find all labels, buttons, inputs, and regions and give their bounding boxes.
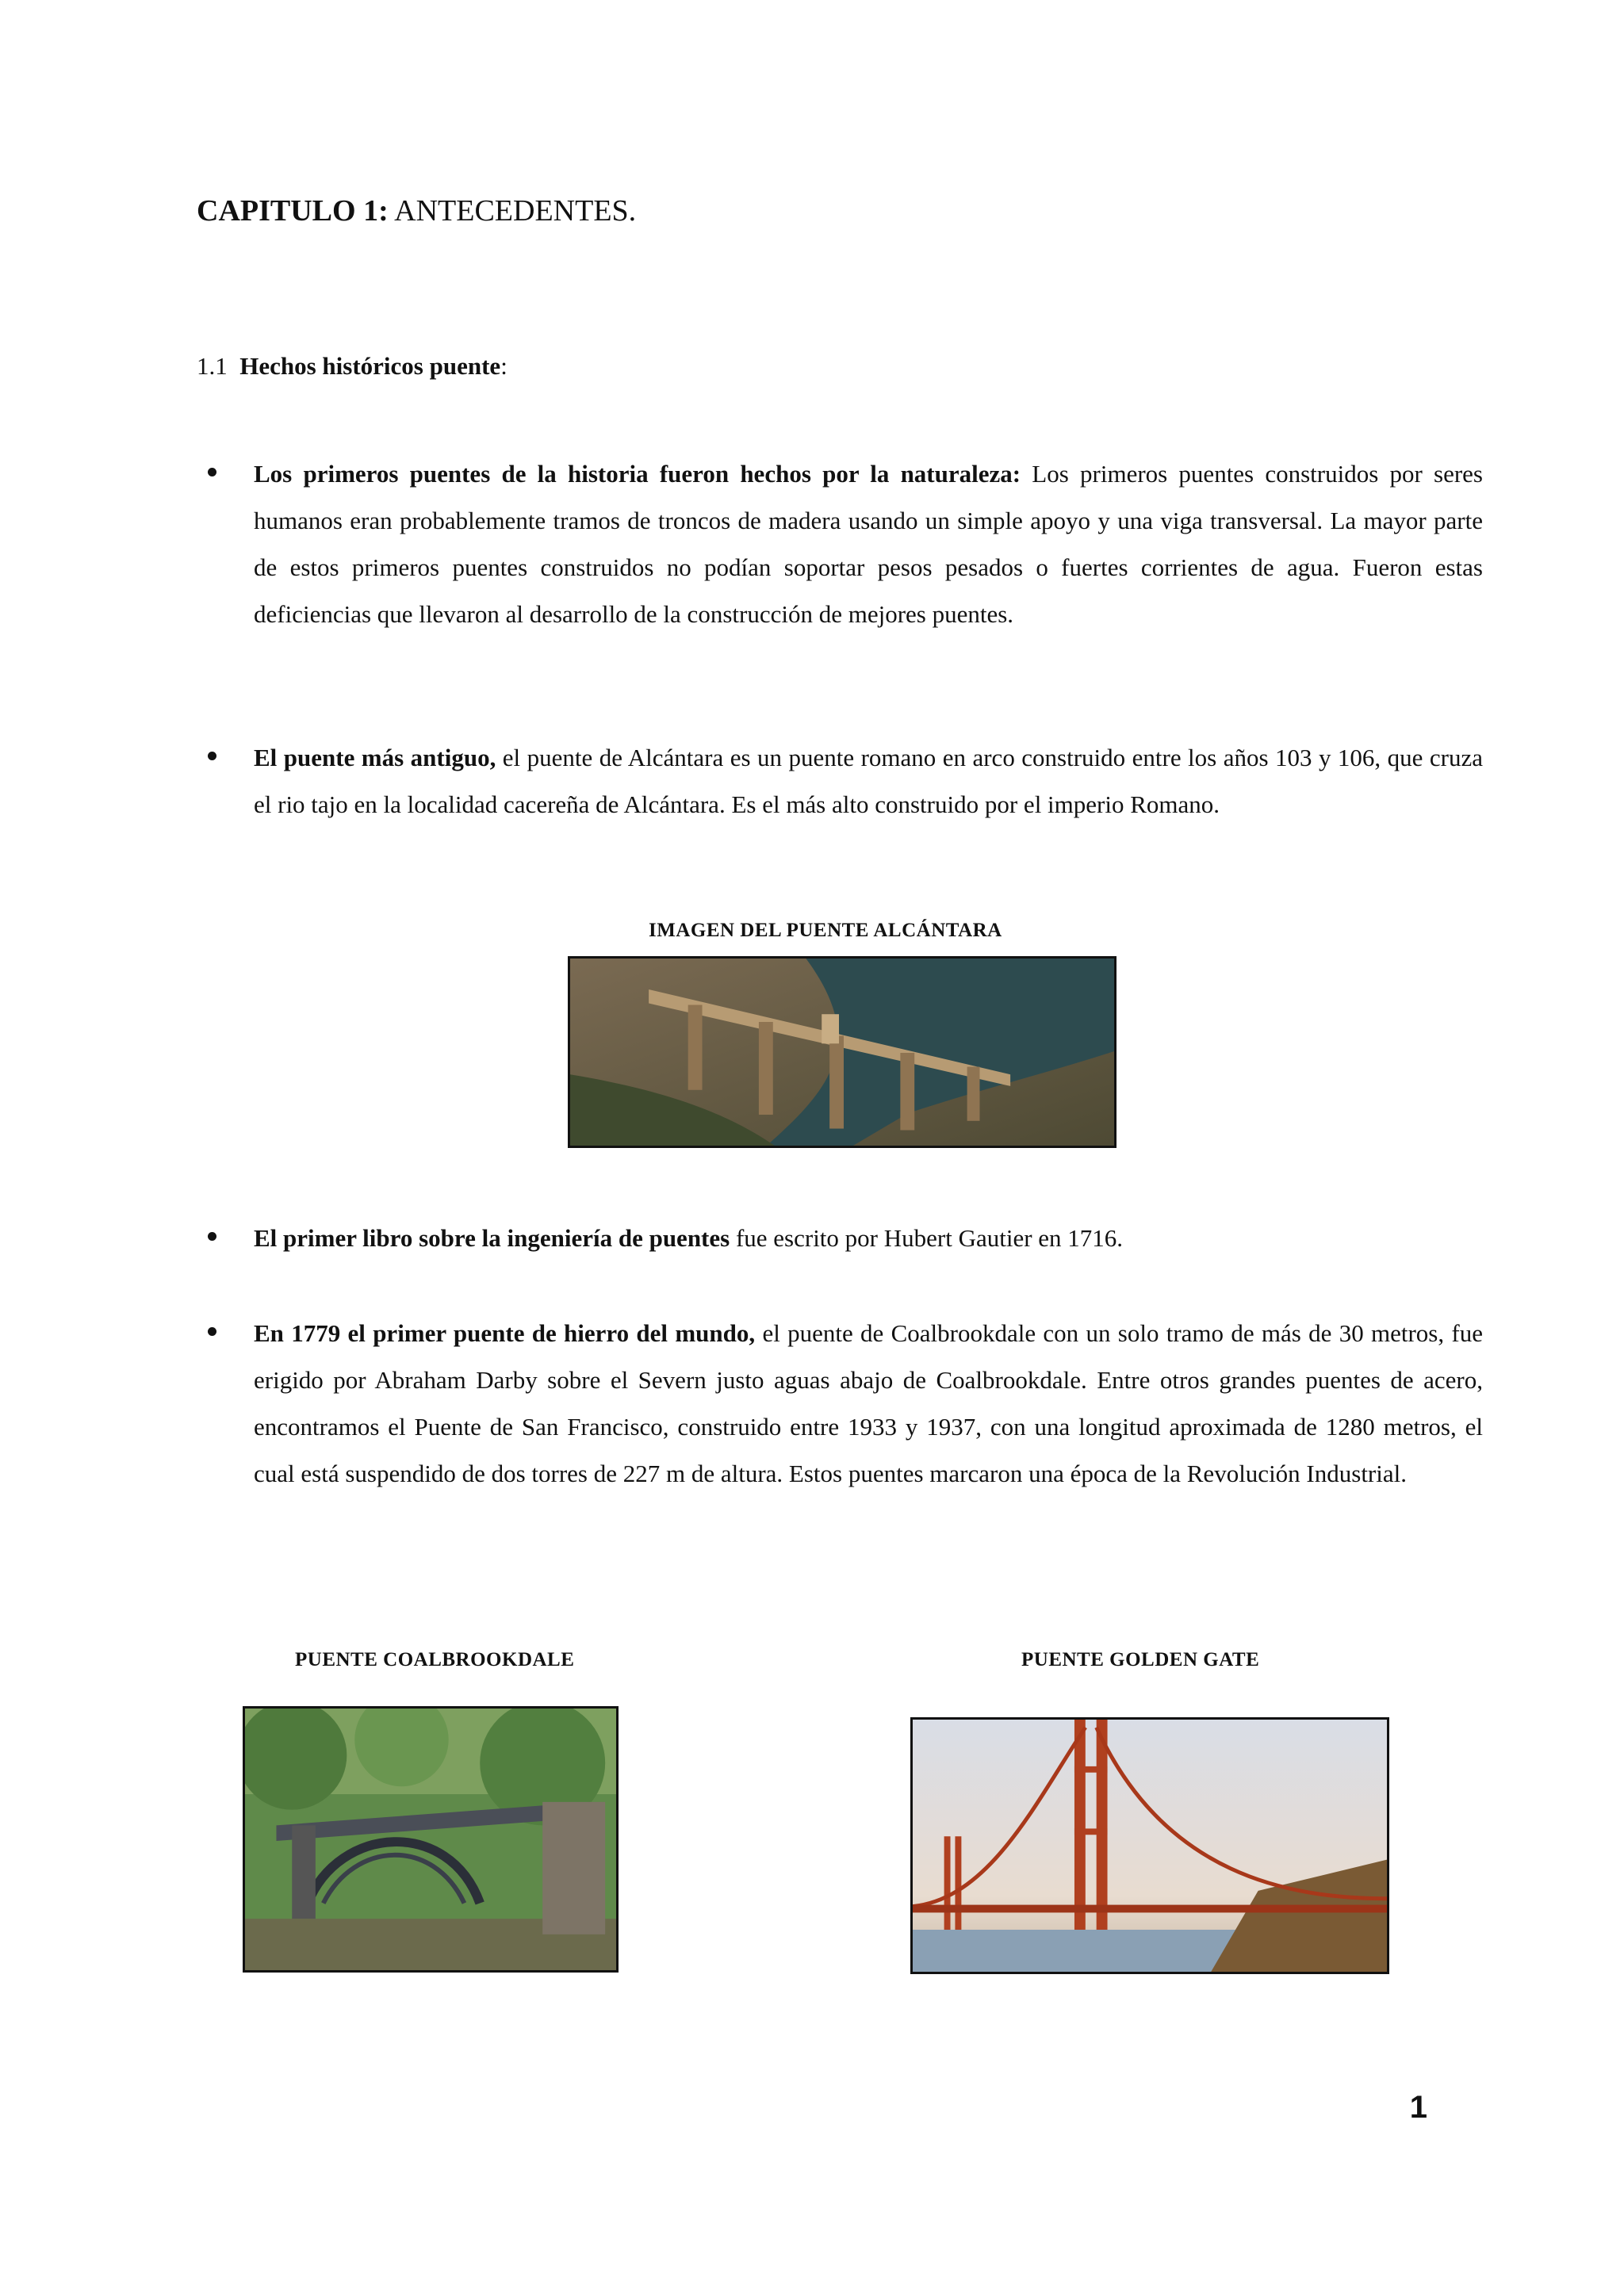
- golden-gate-caption: PUENTE GOLDEN GATE: [1021, 1649, 1260, 1670]
- bullet-item: [197, 734, 1483, 828]
- section-title: Hechos históricos puente: [239, 352, 501, 380]
- chapter-title: ANTECEDENTES.: [394, 194, 637, 228]
- bullet-icon: [208, 752, 216, 760]
- page-number: 1: [1409, 2090, 1427, 2125]
- bullet-bold: El puente más antiguo,: [254, 744, 496, 771]
- bullet-body: fue escrito por Hubert Gautier en 1716.: [730, 1224, 1124, 1252]
- bullet-text: [254, 450, 1483, 637]
- alcantara-caption: IMAGEN DEL PUENTE ALCÁNTARA: [649, 920, 1002, 941]
- bullet-bold: El primer libro sobre la ingeniería de puentes: [254, 1224, 730, 1252]
- coalbrookdale-caption: PUENTE COALBROOKDALE: [295, 1649, 575, 1670]
- chapter-label: CAPITULO 1:: [197, 194, 389, 228]
- section-suffix: :: [500, 352, 508, 380]
- bullet-body: el puente de Coalbrookdale con un solo tramo de más de 30 metros, fue erigido por Abraham Darby sobre el Severn justo aguas abajo de Coalbrookdale. Entre otros grandes puentes de acero, encontramos el Puente de San Francisco, construido entre 1933 y 1937, con una longitud aproximada de 1280 metros, el cual está suspendido de dos torres de 227 m de altura. Estos puentes marcaron una época de la Revolución Industrial.: [254, 1319, 1484, 1487]
- golden-gate-bridge-image: [910, 1717, 1389, 1974]
- bullet-text: [254, 1215, 1483, 1261]
- coalbrookdale-bridge-image: [243, 1706, 619, 1973]
- chapter-heading: [197, 193, 636, 228]
- bullet-item: [197, 1310, 1484, 1497]
- bullet-body: el puente de Alcántara es un puente romano en arco construido entre los años 103 y 106, que cruza el rio tajo en la localidad cacereña de Alcántara. Es el más alto construido por el imperio Romano.: [254, 744, 1483, 818]
- bullet-item: [197, 1215, 1434, 1261]
- bullet-bold: Los primeros puentes de la historia fueron hechos por la naturaleza:: [254, 460, 1021, 488]
- bullet-icon: [208, 468, 216, 476]
- bullet-text: [254, 734, 1483, 828]
- alcantara-bridge-image: [568, 956, 1116, 1148]
- bullet-text: [254, 1310, 1483, 1497]
- bullet-bold: En 1779 el primer puente de hierro del mundo,: [254, 1319, 756, 1347]
- bullet-icon: [208, 1327, 216, 1336]
- section-number: 1.1: [197, 352, 228, 380]
- bullet-body: Los primeros puentes construidos por seres humanos eran probablemente tramos de troncos de madera usando un simple apoyo y una viga transversal. La mayor parte de estos primeros puentes construidos no podían soportar pesos pesados o fuertes corrientes de agua. Fueron estas deficiencias que llevaron al desarrollo de la construcción de mejores puentes.: [254, 460, 1483, 628]
- bullet-icon: [208, 1232, 216, 1241]
- section-heading: [197, 352, 508, 381]
- bullet-item: [197, 450, 1483, 637]
